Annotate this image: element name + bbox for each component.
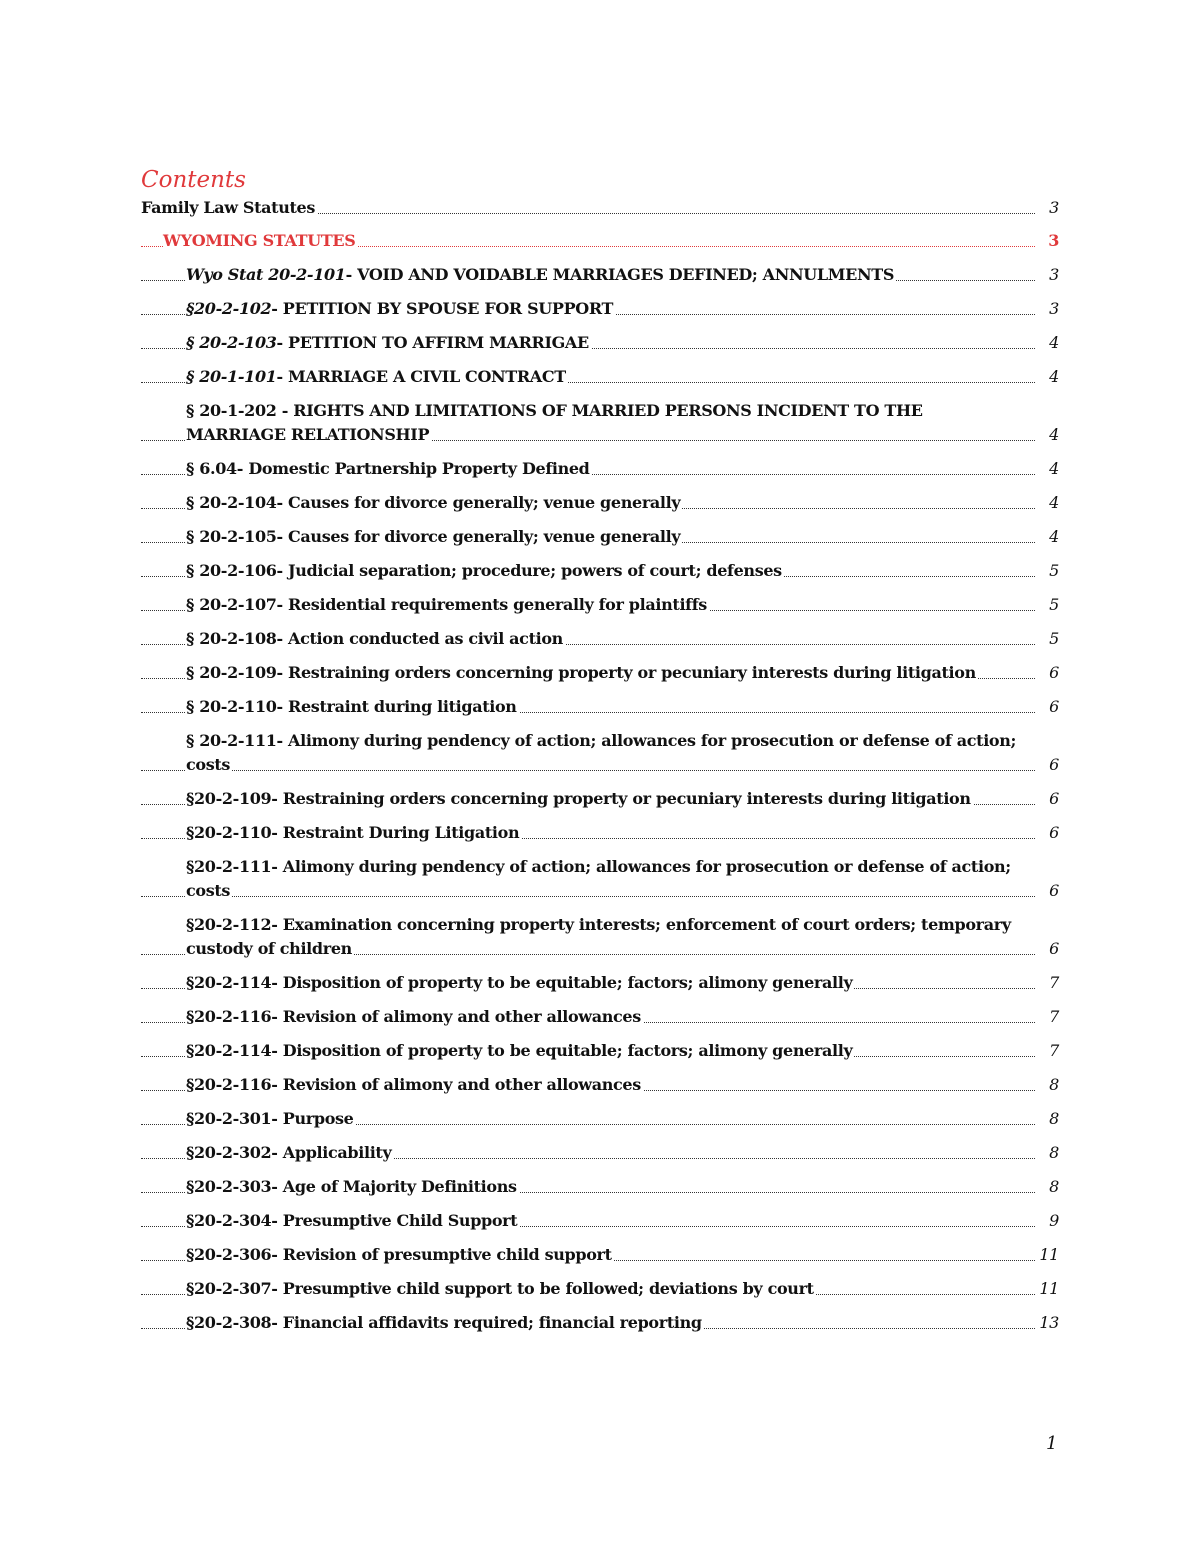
toc-entry-text <box>186 629 565 648</box>
toc-entry-text <box>186 663 978 682</box>
toc-entry-text <box>186 731 1016 774</box>
toc-entry-title: §20-2-307- Presumptive child support to be followed; deviations by court <box>186 1279 814 1298</box>
toc-entry-text <box>186 265 896 284</box>
toc-entry[interactable] <box>141 229 1059 253</box>
page-number: 1 <box>1046 1433 1058 1454</box>
toc-entry-page: 9 <box>1046 1209 1059 1233</box>
toc-entry[interactable] <box>141 491 1059 515</box>
toc-entry-title: §20-2-308- Financial affidavits required; financial reporting <box>186 1313 702 1332</box>
toc-entry-text <box>186 973 854 992</box>
toc-entry-title: §20-2-306- Revision of presumptive child support <box>186 1245 612 1264</box>
toc-entry-title: §20-2-114- Disposition of property to be equitable; factors; alimony generally <box>186 973 853 992</box>
toc-entry-page: 7 <box>1046 971 1059 995</box>
toc-entry[interactable] <box>141 1311 1059 1335</box>
toc-entry-section-ref: § 20-1-101 <box>186 367 277 386</box>
toc-entry[interactable] <box>141 1141 1059 1165</box>
toc-entry-section-ref: Wyo Stat 20-2-101 <box>186 265 346 284</box>
toc-entry[interactable] <box>141 331 1059 355</box>
toc-entry-page: 8 <box>1046 1107 1059 1131</box>
toc-entry-title: - PETITION BY SPOUSE FOR SUPPORT <box>271 299 614 318</box>
toc-entry[interactable] <box>141 365 1059 389</box>
toc-entry-text <box>186 1177 519 1196</box>
toc-entry-text <box>186 1245 614 1264</box>
toc-entry-title: - MARRIAGE A CIVIL CONTRACT <box>276 367 566 386</box>
toc-heading: Contents <box>141 167 246 193</box>
toc-entry-text <box>186 1313 704 1332</box>
toc-entry-title: § 20-1-202 - RIGHTS AND LIMITATIONS OF MARRIED PERSONS INCIDENT TO THE MARRIAGE RELATIONSHIP <box>186 401 923 444</box>
toc-entry-text <box>186 697 519 716</box>
toc-entry-title: §20-2-110- Restraint During Litigation <box>186 823 520 842</box>
toc-entry-title: § 20-2-110- Restraint during litigation <box>186 697 517 716</box>
toc-entry-text <box>186 561 784 580</box>
toc-entry-page: 4 <box>1046 525 1059 549</box>
toc-entry-title: § 20-2-111- Alimony during pendency of action; allowances for prosecution or defense of action; costs <box>186 731 1017 774</box>
toc-entry-page: 3 <box>1046 297 1059 321</box>
toc-entry-page: 5 <box>1046 593 1059 617</box>
toc-dot-leader <box>141 896 1035 897</box>
toc-entry[interactable] <box>141 821 1059 845</box>
toc-entry-page: 5 <box>1046 559 1059 583</box>
toc-entry-title: WYOMING STATUTES <box>163 231 356 250</box>
toc-entry-title: §20-2-302- Applicability <box>186 1143 392 1162</box>
toc-entry-page: 6 <box>1046 787 1059 811</box>
toc-entry-title: § 20-2-105- Causes for divorce generally; venue generally <box>186 527 681 546</box>
toc-entry-page: 6 <box>1046 937 1059 961</box>
toc-entry[interactable] <box>141 525 1059 549</box>
toc-entry[interactable] <box>141 661 1059 685</box>
toc-entry[interactable] <box>141 627 1059 651</box>
toc-entry-text <box>186 857 1011 900</box>
toc-entry-text <box>186 1041 854 1060</box>
toc-entry-page: 4 <box>1046 423 1059 447</box>
toc-entry-page: 13 <box>1036 1311 1059 1335</box>
toc-entry-text <box>163 231 357 250</box>
toc-entry[interactable] <box>141 855 1059 903</box>
toc-entry-title: - VOID AND VOIDABLE MARRIAGES DEFINED; ANNULMENTS <box>345 265 895 284</box>
toc-entry-page: 5 <box>1046 627 1059 651</box>
toc-entry-text <box>141 198 317 217</box>
toc-entry-text <box>186 1109 356 1128</box>
toc-entry-title: - PETITION TO AFFIRM MARRIGAE <box>276 333 589 352</box>
toc-entry-page: 6 <box>1046 695 1059 719</box>
toc-entry[interactable] <box>141 457 1059 481</box>
toc-entry-page: 4 <box>1046 331 1059 355</box>
toc-entry-text <box>186 1279 816 1298</box>
toc-entry-page: 6 <box>1046 879 1059 903</box>
toc-entry-title: §20-2-114- Disposition of property to be equitable; factors; alimony generally <box>186 1041 853 1060</box>
toc-entry-text <box>186 493 682 512</box>
toc-entry[interactable] <box>141 196 1059 220</box>
toc-entry-text <box>186 1211 519 1230</box>
toc-entry-page: 6 <box>1046 661 1059 685</box>
toc-entry[interactable] <box>141 1005 1059 1029</box>
toc-entry-title: §20-2-303- Age of Majority Definitions <box>186 1177 517 1196</box>
toc-entry-page: 7 <box>1046 1039 1059 1063</box>
toc-entry-page: 4 <box>1046 491 1059 515</box>
toc-entry-page: 4 <box>1046 457 1059 481</box>
toc-entry[interactable] <box>141 263 1059 287</box>
toc-entry[interactable] <box>141 787 1059 811</box>
toc-entry-text <box>186 459 592 478</box>
toc-entry-title: § 20-2-106- Judicial separation; procedure; powers of court; defenses <box>186 561 782 580</box>
toc-entry-page: 3 <box>1046 196 1059 220</box>
toc-entry-title: § 20-2-108- Action conducted as civil action <box>186 629 563 648</box>
toc-entry-text <box>186 595 709 614</box>
toc-entry-page: 11 <box>1036 1243 1059 1267</box>
toc-entry-title: § 20-2-107- Residential requirements generally for plaintiffs <box>186 595 707 614</box>
toc-entry-text <box>186 789 973 808</box>
toc-entry-page: 8 <box>1046 1073 1059 1097</box>
toc-entry-text <box>186 401 923 444</box>
toc-entry[interactable] <box>141 1175 1059 1199</box>
toc-entry-section-ref: § 20-2-103 <box>186 333 277 352</box>
toc-entry-page: 8 <box>1046 1175 1059 1199</box>
toc-entry[interactable] <box>141 695 1059 719</box>
toc-entry-page: 6 <box>1046 821 1059 845</box>
toc-entry-text <box>186 367 568 386</box>
toc-entry[interactable] <box>141 729 1059 777</box>
toc-entry[interactable] <box>141 1039 1059 1063</box>
toc-entry-title: §20-2-109- Restraining orders concerning property or pecuniary interests during litigation <box>186 789 971 808</box>
toc-entry[interactable] <box>141 1107 1059 1131</box>
toc-entry[interactable] <box>141 913 1059 961</box>
toc-entry-title: §20-2-301- Purpose <box>186 1109 354 1128</box>
toc-entry-title: § 20-2-104- Causes for divorce generally; venue generally <box>186 493 681 512</box>
toc-entry-text <box>186 333 591 352</box>
toc-entry[interactable] <box>141 1277 1059 1301</box>
toc-entry-title: §20-2-112- Examination concerning property interests; enforcement of court orders; temporary custody of children <box>186 915 1011 958</box>
toc-entry[interactable] <box>141 1243 1059 1267</box>
toc-entry[interactable] <box>141 399 1059 447</box>
toc-entry-page: 3 <box>1045 229 1059 253</box>
toc-entry-title: §20-2-111- Alimony during pendency of action; allowances for prosecution or defense of action; costs <box>186 857 1011 900</box>
toc-entry-page: 4 <box>1046 365 1059 389</box>
toc-entry-text <box>186 1143 393 1162</box>
toc-entry-title: § 20-2-109- Restraining orders concerning property or pecuniary interests during litigation <box>186 663 976 682</box>
toc-entry-text <box>186 1007 643 1026</box>
toc-entry-page: 3 <box>1046 263 1059 287</box>
toc-entry-title: § 6.04- Domestic Partnership Property Defined <box>186 459 590 478</box>
toc-entry[interactable] <box>141 297 1059 321</box>
toc-entry-title: §20-2-116- Revision of alimony and other allowances <box>186 1075 641 1094</box>
toc-entry[interactable] <box>141 971 1059 995</box>
toc-entry-page: 11 <box>1036 1277 1059 1301</box>
toc-entry[interactable] <box>141 1209 1059 1233</box>
toc-entry-text <box>186 299 615 318</box>
toc-dot-leader <box>141 770 1035 771</box>
toc-entry[interactable] <box>141 1073 1059 1097</box>
toc-entry-title: §20-2-116- Revision of alimony and other allowances <box>186 1007 641 1026</box>
toc-entry[interactable] <box>141 559 1059 583</box>
table-of-contents <box>141 196 1059 1345</box>
toc-entry-page: 6 <box>1046 753 1059 777</box>
toc-entry-page: 8 <box>1046 1141 1059 1165</box>
toc-entry-text <box>186 527 682 546</box>
toc-entry-page: 7 <box>1046 1005 1059 1029</box>
toc-entry-title: §20-2-304- Presumptive Child Support <box>186 1211 518 1230</box>
toc-entry-title: Family Law Statutes <box>141 198 316 217</box>
toc-entry-text <box>186 915 1011 958</box>
toc-entry-text <box>186 1075 643 1094</box>
toc-entry-section-ref: §20-2-102 <box>186 299 272 318</box>
toc-entry[interactable] <box>141 593 1059 617</box>
toc-entry-text <box>186 823 521 842</box>
